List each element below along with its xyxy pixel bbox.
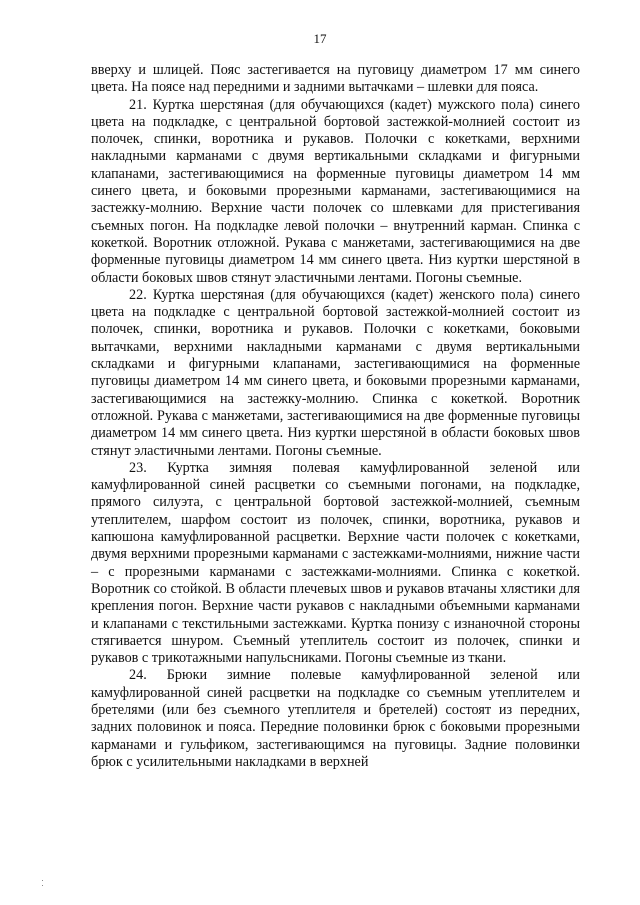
scan-margin-marks [42,880,44,894]
paragraph-item-24: 24. Брюки зимние полевые камуфлированной зеленой или камуфлированной синей расцветки на подкладке со съемным утеплителем и бретелями (или без съемного утеплителя и бретелей) состоят из передних, задних половинок и пояса. Передние половинки брюк с боковыми прорезными карманами и гульфиком, застегивающимся на пуговицы. Задние половинки брюк с усилительными накладками в верхней [91,667,580,770]
paragraph-item-22: 22. Куртка шерстяная (для обучающихся (кадет) женского пола) синего цвета на подкладке с центральной бортовой застежкой-молнией состоит из полочек, спинки, воротника и рукавов. Полочки с кокетками, боковыми вытачками, верхними накладными карманами с двумя вертикальными складками и фигурными клапанами, застегивающимися на форменные пуговицы диаметром 14 мм синего цвета, и боковыми прорезными карманами, застегивающимися на застежку-молнию. Спинка с кокеткой. Воротник отложной. Рукава с манжетами, застегивающимися на две форменные пуговицы диаметром 14 мм синего цвета. Низ куртки шерстяной в области боковых швов стянут эластичными лентами. Погоны съемные. [91,286,580,459]
scan-dot [42,880,43,881]
scan-dot [42,885,43,886]
paragraph-item-21: 21. Куртка шерстяная (для обучающихся (кадет) мужского пола) синего цвета на подкладке, с центральной бортовой застежкой-молнией состоит из полочек, спинки, воротника и рукавов. Полочки с кокетками, верхними накладными карманами с двумя вертикальными складками и фигурными клапанами, застегивающимися на форменные пуговицы диаметром 14 мм синего цвета, и боковыми прорезными карманами, застегивающимися на застежку-молнию. Верхние части полочек со шлевками для пристегивания съемных погон. На подкладке левой полочки – внутренний карман. Спинка с кокеткой. Воротник отложной. Рукава с манжетами, застегивающимися на две форменные пуговицы диаметром 14 мм синего цвета. Низ куртки шерстяной в области боковых швов стянут эластичными лентами. Погоны съемные. [91,96,580,286]
paragraph-item-23: 23. Куртка зимняя полевая камуфлированной зеленой или камуфлированной синей расцветки со съемными погонами, на подкладке, прямого силуэта, с центральной бортовой застежкой-молнией, съемным утеплителем, шарфом состоит из полочек, спинки, воротника, рукавов и капюшона камуфлированной расцветки. Верхние части полочек с кокетками, двумя верхними прорезными карманами с застежками-молниями, нижние части – с прорезными карманами с застежками-молниями. Спинка с кокеткой. Воротник со стойкой. В области плечевых швов и рукавов втачаны хлястики для крепления погон. Верхние части рукавов с накладными объемными карманами и клапанами с текстильными застежками. Куртка понизу с изнаночной стороны стягивается шнуром. Съемный утеплитель состоит из полочек, спинки и рукавов с трикотажными напульсниками. Погоны съемные из ткани. [91,459,580,667]
document-body [91,62,580,771]
paragraph-continuation: вверху и шлицей. Пояс застегивается на пуговицу диаметром 17 мм синего цвета. На поясе над передними и задними вытачками – шлевки для пояса. [91,62,580,96]
page-number: 17 [313,31,327,46]
